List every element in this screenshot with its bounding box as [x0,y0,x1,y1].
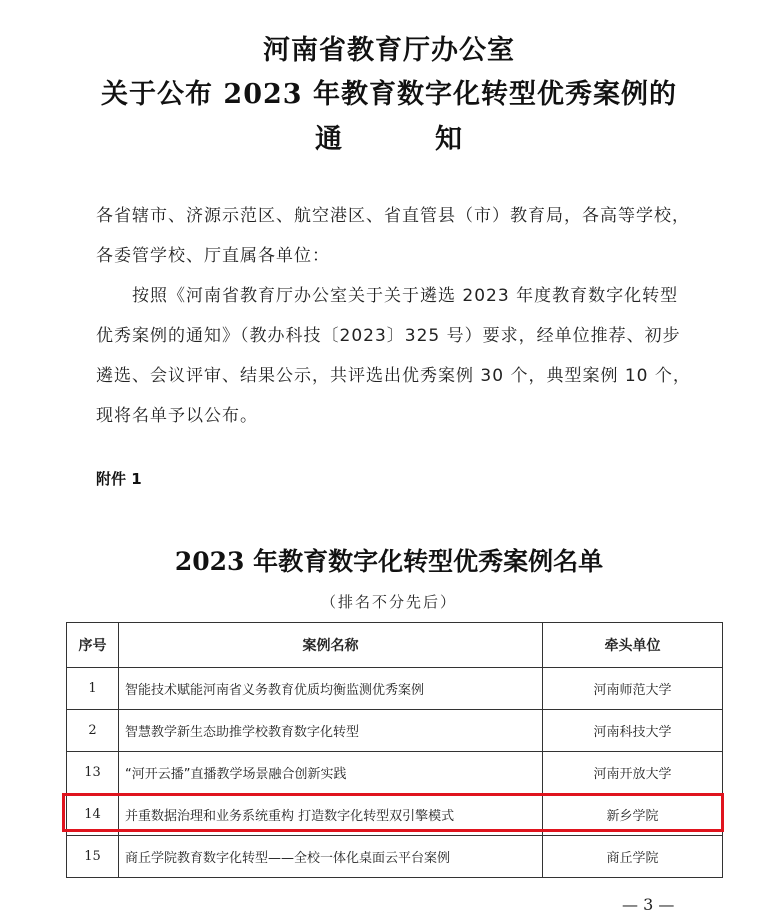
notice-title: 关于公布 2023 年教育数字化转型优秀案例的 [101,79,677,110]
row-case-name: 智慧教学新生态助推学校教育数字化转型 [119,710,543,752]
row-lead-unit: 商丘学院 [543,836,723,878]
notice-char-1: 通 [315,124,343,155]
table-row [67,710,723,752]
cases-table [66,622,723,878]
issuer-title: 河南省教育厅办公室 [263,35,515,66]
main-paragraph-text: 按照《河南省教育厅办公室关于关于遴选 2023 年度教育数字化转型优秀案例的通知》（教办科技〔2023〕325 号）要求，经单位推荐、初步遴选、会议评审、结果公示，共评选出优秀案例 30 个，典型案例 10 个，现将名单予以公布。 [96,286,691,426]
row-lead-unit: 河南师范大学 [543,668,723,710]
row-number: 2 [67,710,119,752]
row-lead-unit: 河南科技大学 [543,710,723,752]
row-number: 1 [67,668,119,710]
header-number: 序号 [67,623,119,668]
row-number: 14 [67,794,119,836]
row-case-name: 并重数据治理和业务系统重构 打造数字化转型双引擎模式 [119,794,543,836]
notice-title-suffix [0,117,778,156]
notice-char-2: 知 [435,124,463,155]
table-header-row [67,623,723,668]
header-case-name: 案例名称 [119,623,543,668]
row-case-name: “河开云播”直播教学场景融合创新实践 [119,752,543,794]
table-row-highlighted [67,794,723,836]
row-lead-unit: 河南开放大学 [543,752,723,794]
list-subtitle: （排名不分先后） [320,593,457,611]
table-row [67,836,723,878]
main-paragraph [96,276,696,436]
row-case-name: 商丘学院教育数字化转型——全校一体化桌面云平台案例 [119,836,543,878]
row-number: 15 [67,836,119,878]
table-row [67,668,723,710]
list-title: 2023 年教育数字化转型优秀案例名单 [174,547,604,576]
attachment-label: 附件 1 [96,470,142,488]
page-number: — 3 — [622,895,675,914]
row-number: 13 [67,752,119,794]
row-lead-unit: 新乡学院 [543,794,723,836]
table-row [67,752,723,794]
row-case-name: 智能技术赋能河南省义务教育优质均衡监测优秀案例 [119,668,543,710]
addressee-paragraph: 各省辖市、济源示范区、航空港区、省直管县（市）教育局，各高等学校，各委管学校、厅直属各单位： [96,206,690,266]
header-lead-unit: 牵头单位 [543,623,723,668]
